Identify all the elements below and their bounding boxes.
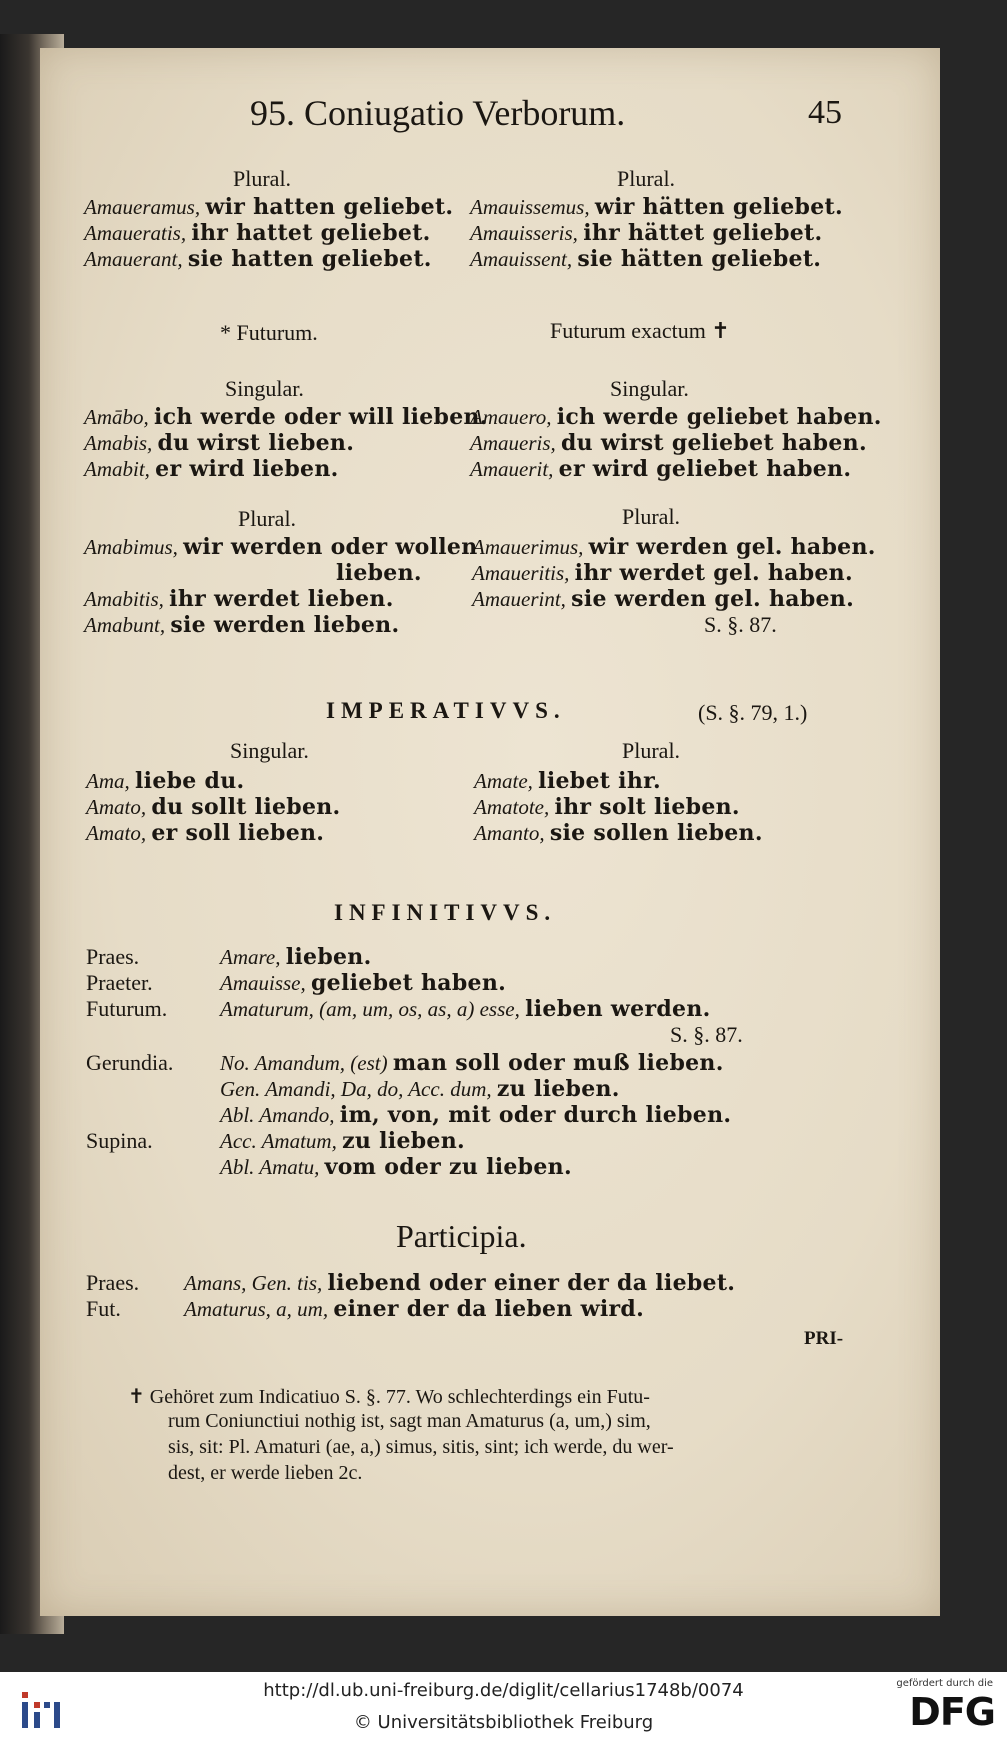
section-head-left-singular: Singular.	[230, 738, 309, 763]
supina-label: Supina.	[86, 1128, 153, 1153]
section-head-left-singular: Singular.	[225, 376, 304, 401]
conjugation-line: Amato, er soll lieben.	[86, 820, 325, 846]
conjugation-line: Amaueris, du wirst geliebet haben.	[470, 430, 867, 456]
participle-label: Fut.	[86, 1296, 121, 1321]
footnote-line: rum Coniunctiui nothig ist, sagt man Amaturus (a, um,) sim,	[168, 1410, 651, 1432]
section-head-right-plural: Plural.	[622, 504, 681, 529]
conjugation-line: Amabis, du wirst lieben.	[84, 430, 355, 456]
section-reference: S. §. 87.	[670, 1022, 743, 1047]
conjugation-line: Amabit, er wird lieben.	[84, 456, 339, 482]
infinitive-row: Futurum.	[86, 996, 168, 1021]
section-head-right-singular: Singular.	[610, 376, 689, 401]
infinitive-form: Amaturum, (am, um, os, as, a) esse, lieben werden.	[220, 996, 711, 1022]
conjugation-line: Amauerimus, wir werden gel. haben.	[472, 534, 876, 560]
conjugation-line: Amabunt, sie werden lieben.	[84, 612, 400, 638]
conjugation-line: Amauerit, er wird geliebet haben.	[470, 456, 852, 482]
footnote-line: dest, er werde lieben 2c.	[168, 1462, 363, 1484]
imperativus-title: IMPERATIVVS.	[326, 698, 566, 723]
conjugation-line: Amabitis, ihr werdet lieben.	[84, 586, 394, 612]
conjugation-line: Amaueratis, ihr hattet geliebet.	[84, 220, 431, 246]
section-reference: S. §. 87.	[704, 612, 777, 637]
conjugation-line: Amanto, sie sollen lieben.	[474, 820, 763, 846]
section-head-left-plural: Plural.	[238, 506, 297, 531]
infinitive-row: Praes.	[86, 944, 140, 969]
conjugation-line: Amauisseris, ihr hättet geliebet.	[470, 220, 823, 246]
conjugation-line: Amābo, ich werde oder will lieben.	[84, 404, 488, 430]
futurum-exactum-title: Futurum exactum ✝	[550, 318, 730, 343]
gerundium-form: Abl. Amando, im, von, mit oder durch lieben.	[220, 1102, 732, 1128]
dfg-logo	[885, 1678, 995, 1738]
infinitive-row: Praeter.	[86, 970, 153, 995]
conjugation-line: Amauero, ich werde geliebet haben.	[470, 404, 882, 430]
conjugation-line: Amaueritis, ihr werdet gel. haben.	[472, 560, 853, 586]
footnote-line: sis, sit: Pl. Amaturi (ae, a,) simus, sitis, sint; ich werde, du wer-	[168, 1436, 674, 1458]
book-page	[40, 48, 940, 1616]
participle-form: Amans, Gen. tis, liebend oder einer der da liebet.	[184, 1270, 736, 1296]
source-url[interactable]: http://dl.ub.uni-freiburg.de/diglit/cellarius1748b/0074	[263, 1680, 744, 1701]
participle-label: Praes.	[86, 1270, 140, 1295]
gerundia-label: Gerundia.	[86, 1050, 174, 1075]
gerundium-form: Gen. Amandi, Da, do, Acc. dum, zu lieben.	[220, 1076, 620, 1102]
conjugation-line: Amauissent, sie hätten geliebet.	[470, 246, 822, 272]
conjugation-line: Amauerant, sie hatten geliebet.	[84, 246, 432, 272]
participle-form: Amaturus, a, um, einer der da lieben wird.	[184, 1296, 645, 1322]
participia-title: Participia.	[396, 1218, 527, 1254]
infinitive-form: Amauisse, geliebet haben.	[220, 970, 507, 996]
supinum-form: Abl. Amatu, vom oder zu lieben.	[220, 1154, 572, 1180]
conjugation-line: Amabimus, wir werden oder wollen	[84, 534, 478, 560]
futurum-title: * Futurum.	[220, 320, 318, 345]
gerundium-form: No. Amandum, (est) man soll oder muß lieben.	[220, 1050, 724, 1076]
conjugation-line: Amaueramus, wir hatten geliebet.	[84, 194, 454, 220]
section-head-right-plural: Plural.	[622, 738, 681, 763]
conjugation-line: Ama, liebe du.	[86, 768, 245, 794]
infinitivus-title: INFINITIVVS.	[334, 900, 557, 925]
imperativus-reference: (S. §. 79, 1.)	[698, 700, 808, 725]
page-number: 45	[808, 94, 842, 131]
catchword: PRI-	[804, 1328, 844, 1349]
conjugation-line: Amauerint, sie werden gel. haben.	[472, 586, 855, 612]
dfg-logo-text: DFG	[909, 1690, 995, 1734]
conjugation-line: Amato, du sollt lieben.	[86, 794, 341, 820]
conjugation-line: Amate, liebet ihr.	[474, 768, 661, 794]
infinitive-form: Amare, lieben.	[220, 944, 372, 970]
conjugation-line: Amatote, ihr solt lieben.	[474, 794, 740, 820]
copyright-notice: © Universitätsbibliothek Freiburg	[353, 1712, 654, 1733]
conjugation-line-continuation: lieben.	[336, 560, 422, 586]
section-head-right-plural: Plural.	[617, 166, 676, 191]
supinum-form: Acc. Amatum, zu lieben.	[220, 1128, 465, 1154]
conjugation-line: Amauissemus, wir hätten geliebet.	[470, 194, 843, 220]
section-head-left-plural: Plural.	[233, 166, 292, 191]
library-footer	[0, 1672, 1007, 1744]
page-title: 95. Coniugatio Verborum.	[250, 93, 626, 133]
footnote-line: ✝ Gehöret zum Indicatiuo S. §. 77. Wo schlechterdings ein Futu-	[128, 1386, 650, 1408]
dfg-caption: gefördert durch die	[896, 1678, 993, 1689]
